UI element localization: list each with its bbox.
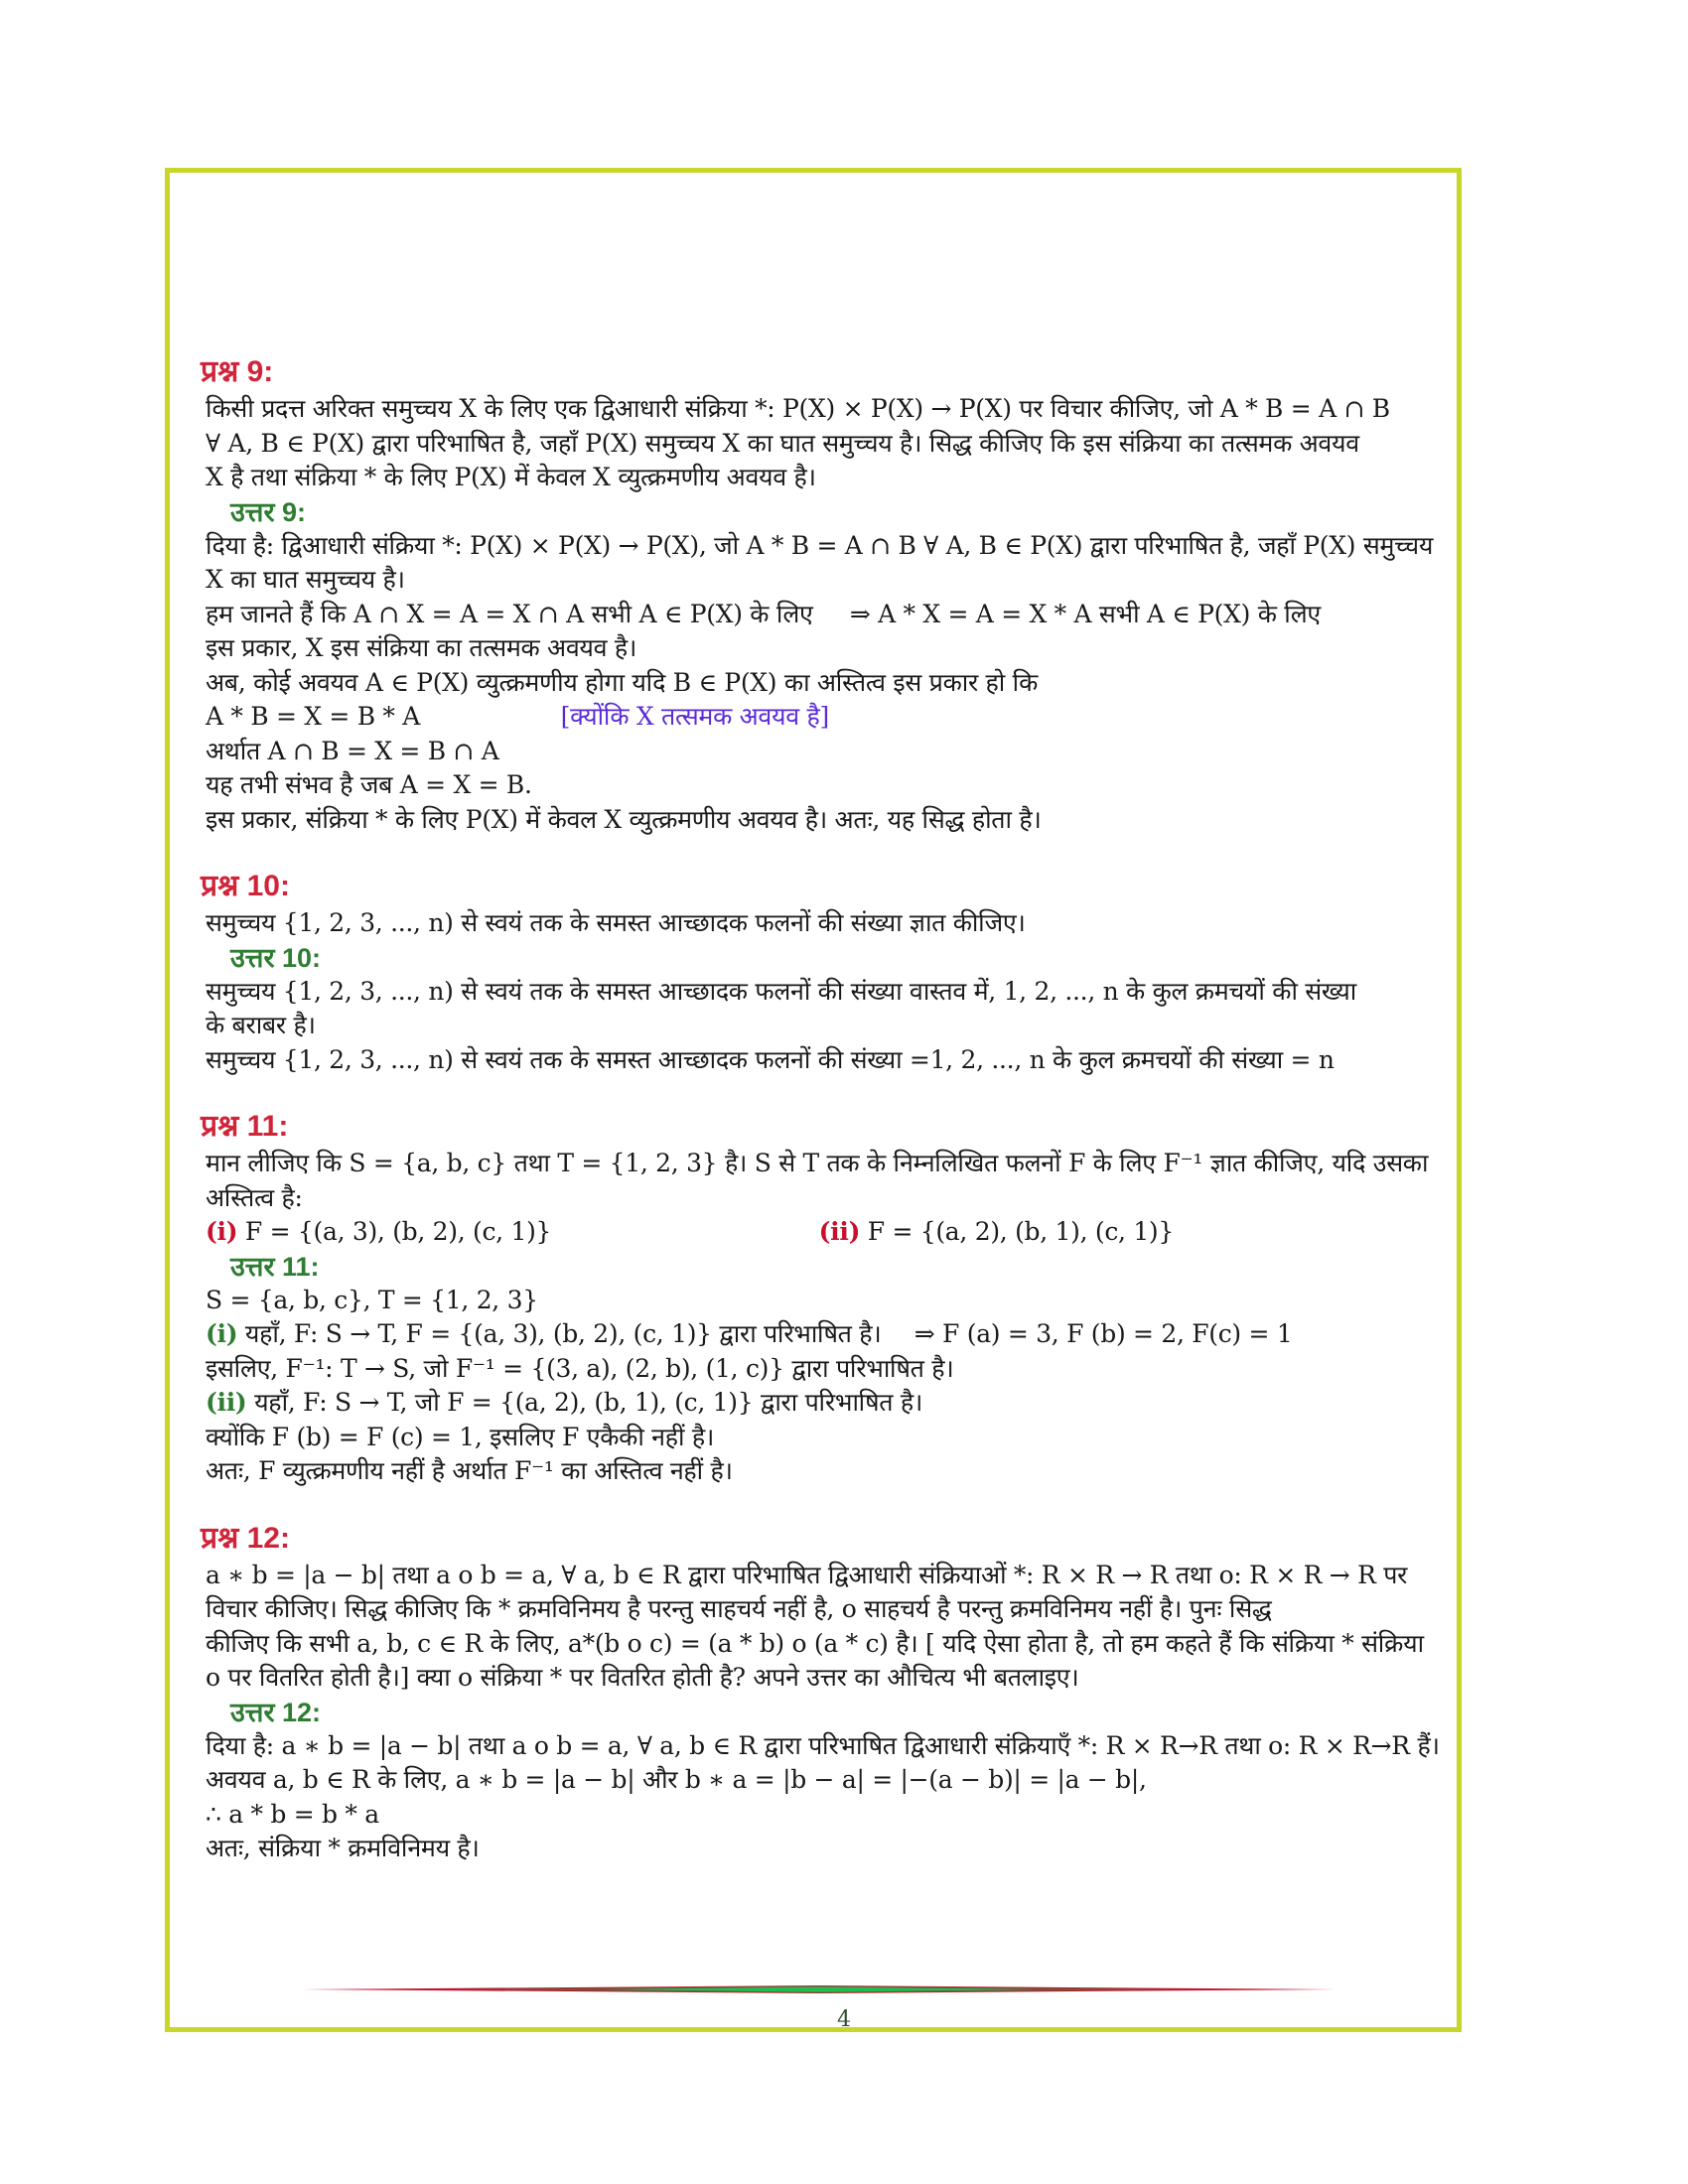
question-10-heading: प्रश्न 10: [201, 870, 290, 902]
answer-11-line: क्योंकि F (b) = F (c) = 1, इसलिए F एकैकी नहीं है। [206, 1422, 714, 1451]
answer-11-line [206, 1386, 1437, 1421]
answer-9-fact: हम जानते हैं कि A ∩ X = A = X ∩ A सभी A ∈ P(X) के लिए [206, 599, 813, 628]
answer-10-heading: उत्तर 10: [230, 942, 322, 973]
answer-9-line: अर्थात A ∩ B = X = B ∩ A [206, 736, 499, 765]
answer-12-line: अतः, संक्रिया * क्रमविनिमय है। [206, 1834, 480, 1862]
question-11-heading: प्रश्न 11: [201, 1110, 289, 1143]
answer-9-line [206, 598, 1437, 632]
page-number: 4 [837, 2007, 851, 2032]
answer-9-equation: A * B = X = B * A [206, 702, 421, 731]
answer-11-heading: उत्तर 11: [230, 1251, 320, 1282]
question-9-text-line: किसी प्रदत्त अरिक्त समुच्चय X के लिए एक द्विआधारी संक्रिया *: P(X) × P(X) → P(X) पर विचार कीजिए, जो A * B = A ∩ B [206, 394, 1390, 423]
answer-12-line: दिया है: a ∗ b = |a − b| तथा a o b = a, ∀ a, b ∈ R द्वारा परिभाषित द्विआधारी संक्रियाएँ *: R × R→R तथा o: R × R→R हैं। [206, 1730, 1440, 1760]
question-11-options [206, 1215, 1437, 1250]
question-9-text-line: X है तथा संक्रिया * के लिए P(X) में केवल X व्युत्क्रमणीय अवयव है। [206, 463, 816, 491]
answer-11-values: ⇒ F (a) = 3, F (b) = 2, F(c) = 1 [914, 1319, 1293, 1348]
answer-10-line: समुच्चय {1, 2, 3, ..., n) से स्वयं तक के समस्त आच्छादक फलनों की संख्या वास्तव में, 1, 2, ..., n के कुल क्रमचयों की संख्या [206, 976, 1356, 1006]
footer-divider [303, 1985, 1336, 1993]
option-text: F = {(a, 3), (b, 2), (c, 1)} [244, 1217, 552, 1246]
answer-9-line: यह तभी संभव है जब A = X = B. [206, 770, 532, 799]
question-11-option-i [206, 1215, 811, 1250]
question-12-text-line: o पर वितरित होती है।] क्या o संक्रिया * पर वितरित होती है? अपने उत्तर का औचित्य भी बतलाइए। [206, 1663, 1079, 1692]
question-9-text-line: ∀ A, B ∈ P(X) द्वारा परिभाषित है, जहाँ P(X) समुच्चय X का घात समुच्चय है। सिद्ध कीजिए कि इस संक्रिया का तत्समक अवयव [206, 428, 1359, 458]
question-10-text: समुच्चय {1, 2, 3, ..., n) से स्वयं तक के समस्त आच्छादक फलनों की संख्या ज्ञात कीजिए। [206, 908, 1026, 937]
question-12-text-line: a ∗ b = |a − b| तथा a o b = a, ∀ a, b ∈ R द्वारा परिभाषित द्विआधारी संक्रियाओं *: R × R → R तथा o: R × R → R पर [206, 1560, 1408, 1589]
answer-9-note: [क्योंकि X तत्समक अवयव है] [560, 702, 829, 731]
option-label: (ii) [818, 1217, 861, 1246]
answer-12-line: ∴ a * b = b * a [206, 1799, 379, 1829]
answer-part-label: (ii) [206, 1388, 247, 1417]
answer-9-heading: उत्तर 9: [230, 496, 307, 527]
document-content [201, 352, 1440, 1866]
answer-11-part-i: यहाँ, F: S → T, F = {(a, 3), (b, 2), (c, 1)} द्वारा परिभाषित है। [244, 1319, 882, 1348]
question-12-text-line: विचार कीजिए। सिद्ध कीजिए कि * क्रमविनिमय है परन्तु साहचर्य नहीं है, o साहचर्य है परन्तु क्रमविनिमय नहीं है। पुनः सिद्ध [206, 1594, 1272, 1623]
answer-9-implication: ⇒ A * X = A = X * A सभी A ∈ P(X) के लिए [849, 599, 1321, 628]
answer-11-line: S = {a, b, c}, T = {1, 2, 3} [206, 1285, 538, 1314]
question-12-heading: प्रश्न 12: [201, 1521, 290, 1555]
answer-11-line: इसलिए, F⁻¹: T → S, जो F⁻¹ = {(3, a), (2, b), (1, c)} द्वारा परिभाषित है। [206, 1353, 954, 1383]
question-12-text-line: कीजिए कि सभी a, b, c ∈ R के लिए, a*(b o c) = (a * b) o (a * c) है। [ यदि ऐसा होता है, तो हम कहते हैं कि संक्रिया * संक्रिया [206, 1628, 1424, 1658]
option-text: F = {(a, 2), (b, 1), (c, 1)} [867, 1217, 1174, 1246]
answer-12-heading: उत्तर 12: [230, 1697, 322, 1727]
question-11-text-line: अस्तित्व है: [206, 1182, 303, 1212]
answer-10-line: समुच्चय {1, 2, 3, ..., n) से स्वयं तक के समस्त आच्छादक फलनों की संख्या =1, 2, ..., n के कुल क्रमचयों की संख्या = n [206, 1044, 1335, 1074]
answer-11-part-ii: यहाँ, F: S → T, जो F = {(a, 2), (b, 1), (c, 1)} द्वारा परिभाषित है। [254, 1388, 922, 1417]
answer-part-label: (i) [206, 1319, 238, 1348]
option-label: (i) [206, 1217, 238, 1246]
question-11-option-ii [819, 1217, 1174, 1246]
answer-9-line: इस प्रकार, संक्रिया * के लिए P(X) में केवल X व्युत्क्रमणीय अवयव है। अतः, यह सिद्ध होता है। [206, 804, 1042, 834]
answer-11-line: अतः, F व्युत्क्रमणीय नहीं है अर्थात F⁻¹ का अस्तित्व नहीं है। [206, 1456, 733, 1485]
answer-9-line: अब, कोई अवयव A ∈ P(X) व्युत्क्रमणीय होगा यदि B ∈ P(X) का अस्तित्व इस प्रकार हो कि [206, 667, 1038, 697]
answer-10-line: के बराबर है। [206, 1011, 316, 1039]
answer-9-line: दिया है: द्विआधारी संक्रिया *: P(X) × P(X) → P(X), जो A * B = A ∩ B ∀ A, B ∈ P(X) द्वारा परिभाषित है, जहाँ P(X) समुच्चय [206, 530, 1434, 560]
answer-9-line: इस प्रकार, X इस संक्रिया का तत्समक अवयव है। [206, 633, 637, 662]
answer-11-line [206, 1317, 1437, 1352]
answer-9-line [206, 700, 1437, 735]
answer-9-line: X का घात समुच्चय है। [206, 565, 405, 594]
answer-12-line: अवयव a, b ∈ R के लिए, a ∗ b = |a − b| और b ∗ a = |b − a| = |−(a − b)| = |a − b|, [206, 1765, 1147, 1794]
question-11-text-line: मान लीजिए कि S = {a, b, c} तथा T = {1, 2, 3} है। S से T तक के निम्नलिखित फलनों F के लिए F⁻¹ ज्ञात कीजिए, यदि उसका [206, 1149, 1429, 1177]
question-9-heading: प्रश्न 9: [201, 355, 274, 388]
